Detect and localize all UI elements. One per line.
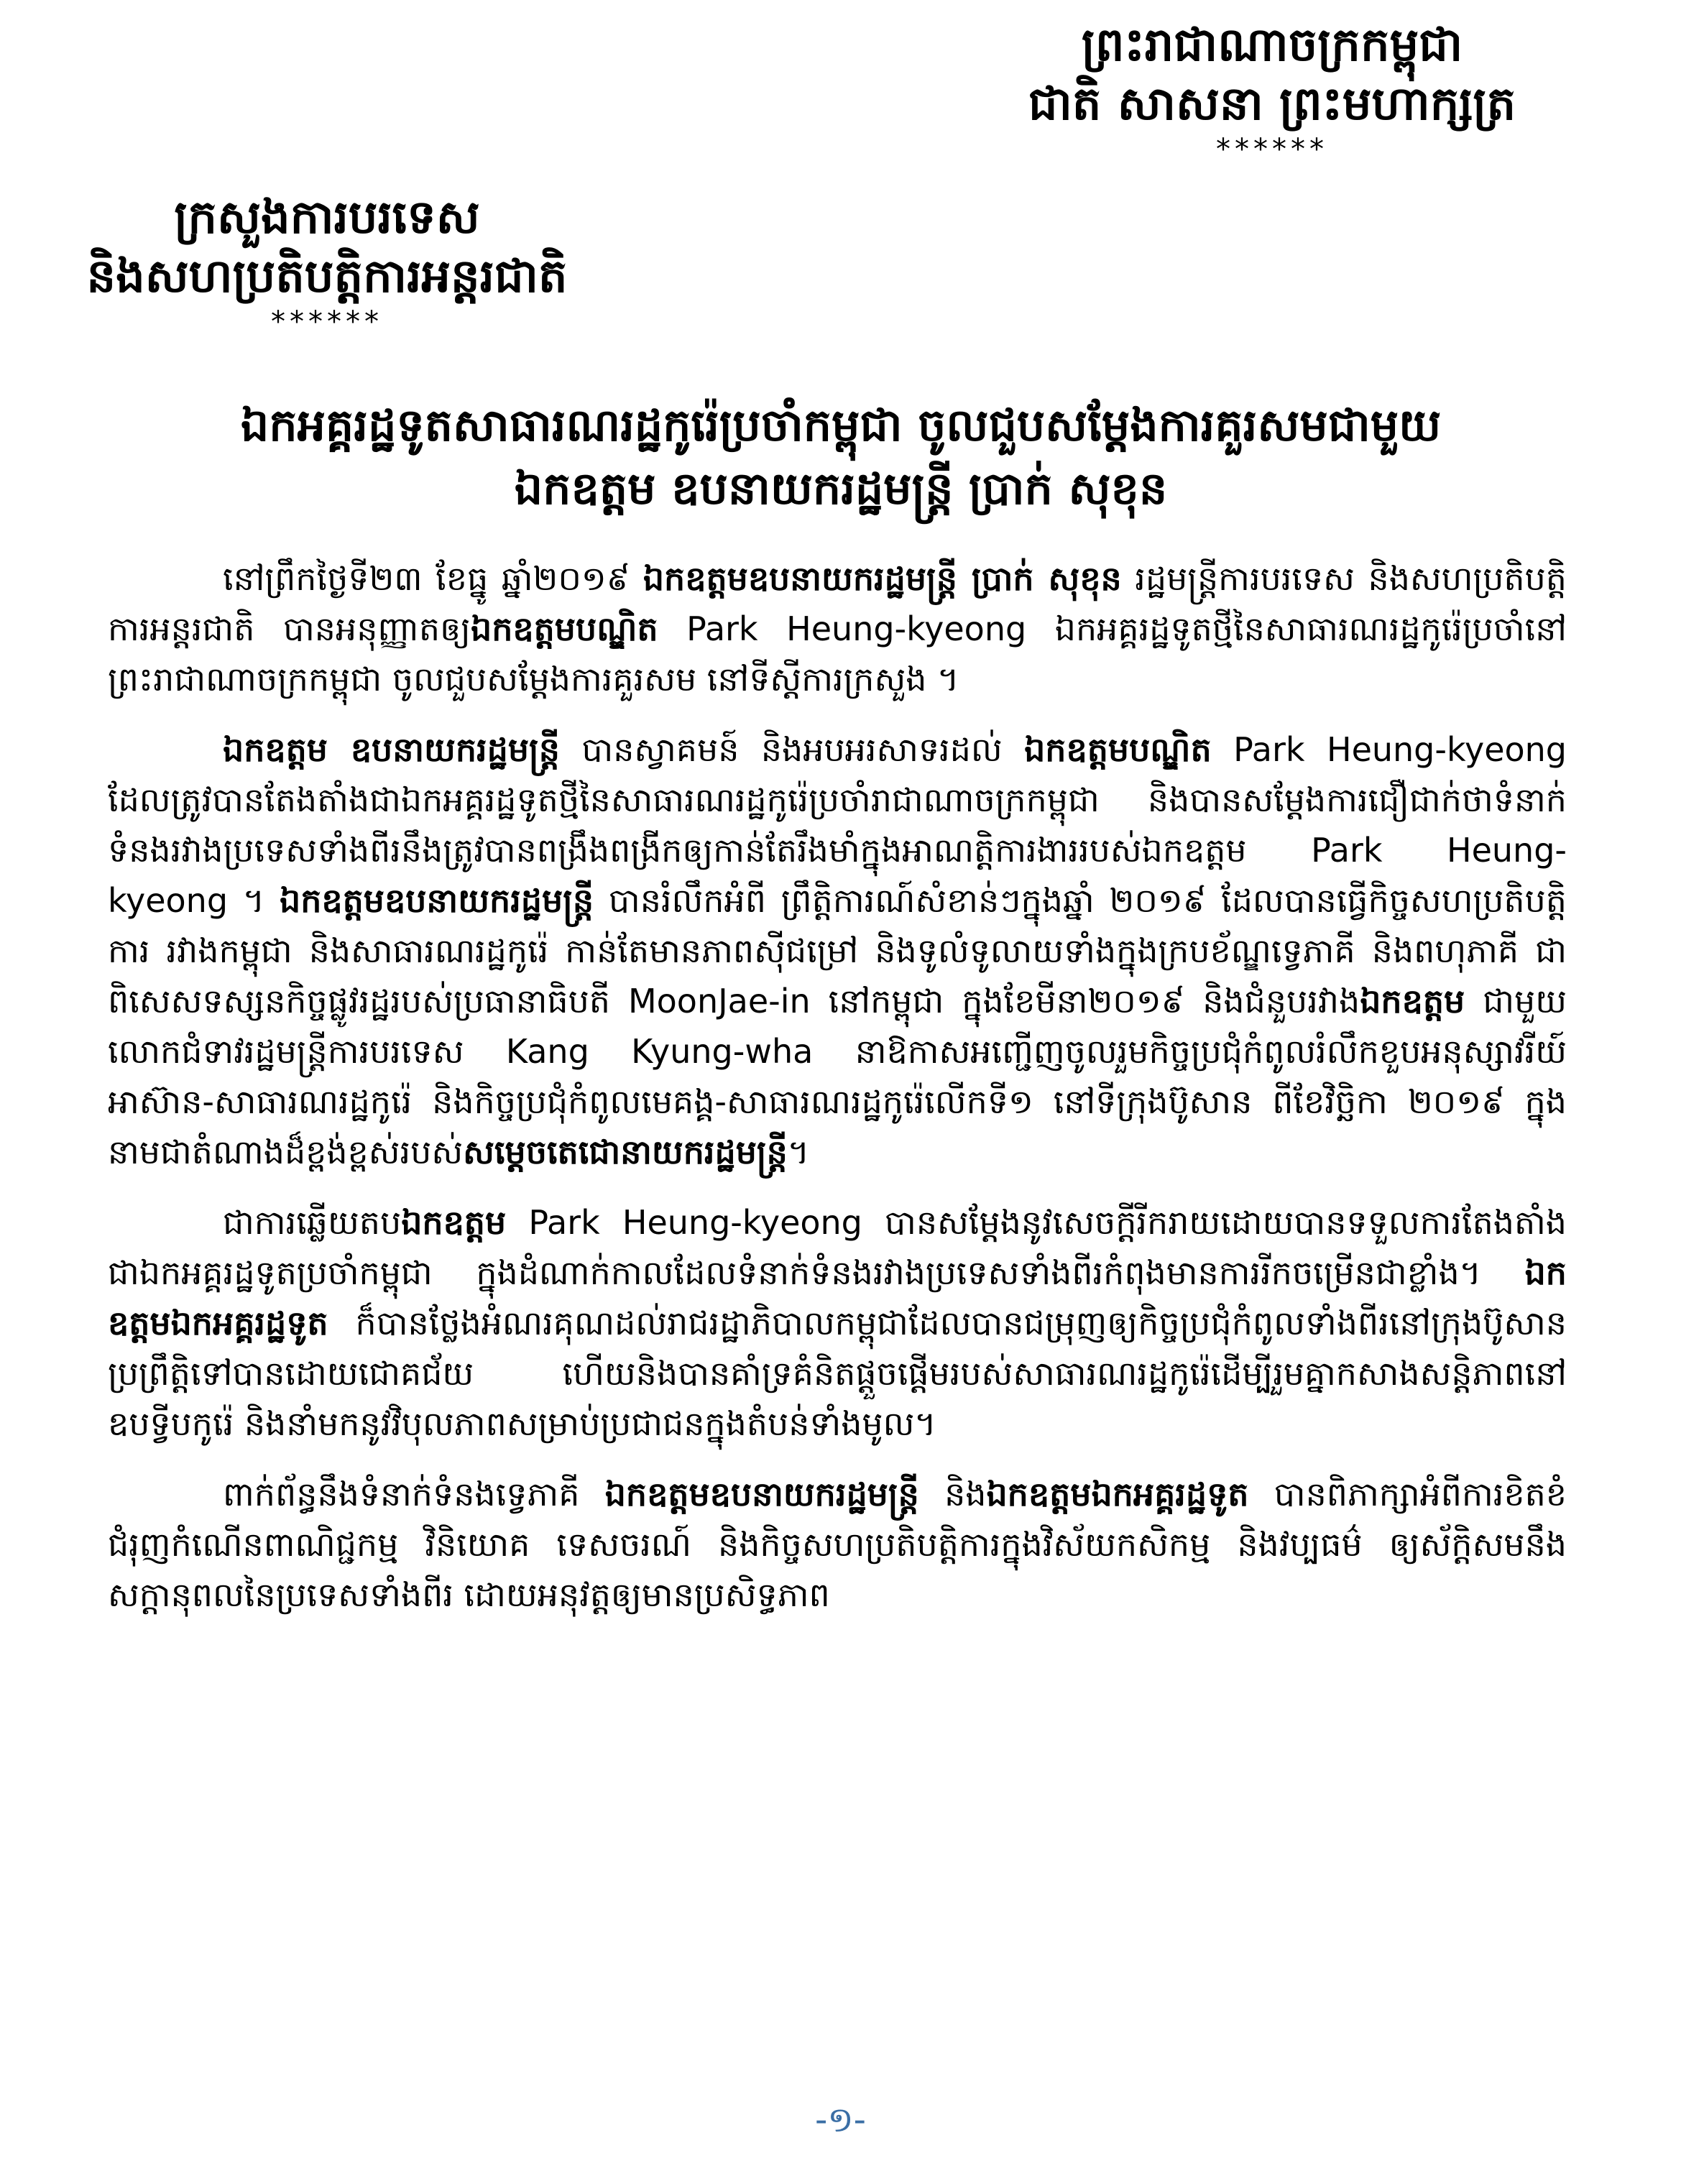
- text-run: បានពិភាក្សាអំពីការខិតខំជំរុញកំណើនពាណិជ្ជកម្ម វិនិយោគ ទេសចរណ៍ និងកិច្ចសហប្រតិបត្តិការក្នុងវិស័យកសិកម្ម និងវប្បធម៌ ឲ្យស័ក្តិសមនឹងសក្តានុពលនៃប្រទេសទាំងពីរ ដោយអនុវត្តឲ្យមានប្រសិទ្ធភាព: [108, 1475, 1567, 1614]
- press-release-headline: [101, 394, 1581, 520]
- article-body: [108, 553, 1567, 1640]
- text-run: Park Heung-kyeong ដែលត្រូវបានតែងតាំងជាឯកអគ្គរដ្ឋទូតថ្មីនៃសាធារណរដ្ឋកូរ៉េប្រចាំរាជាណាចក្រកម្ពុជា និងបានសម្តែងការជឿជាក់ថាទំនាក់ទំនងរវាងប្រទេសទាំងពីរនឹងត្រូវបានពង្រឹងពង្រីកឲ្យកាន់តែរឹងមាំក្នុងអាណត្តិការងាររបស់ឯកឧត្តម Park Heung-kyeong ។: [108, 730, 1567, 920]
- text-run: រដ្ឋមន្ត្រីការបរទេស និងសហប្រតិបត្តិការអន្តរជាតិ បានអនុញ្ញាតឲ្យ: [108, 559, 1567, 648]
- ministry-title: ក្រសួងការបរទេស: [174, 191, 480, 244]
- text-run: បានស្វាគមន៍ និងអបអរសាទរដល់: [559, 730, 1025, 769]
- paragraph-1: [108, 553, 1567, 704]
- headline-line-2: ឯកឧត្តម ឧបនាយករដ្ឋមន្ត្រី ប្រាក់ សុខុន: [514, 462, 1168, 515]
- bold-text-run: ឯកឧត្តម: [401, 1203, 507, 1242]
- kingdom-header: [999, 16, 1545, 165]
- bold-text-run: ឯកឧត្តម ឧបនាយករដ្ឋមន្ត្រី: [223, 730, 560, 769]
- bold-text-run: ឯកឧត្តមឯកអគ្គរដ្ឋទូត: [986, 1475, 1249, 1513]
- text-run: និង: [918, 1475, 987, 1513]
- kingdom-motto: ជាតិ សាសនា ព្រះមហាក្សត្រ: [1028, 78, 1516, 131]
- text-run: ។: [787, 1133, 810, 1171]
- headline-line-1: ឯកអគ្គរដ្ឋទូតសាធារណរដ្ឋកូរ៉េប្រចាំកម្ពុជា ចូលជួបសម្តែងការគួរសមជាមួយ: [240, 399, 1442, 451]
- ministry-subtitle: និងសហប្រតិបត្តិការអន្តរជាតិ: [86, 250, 568, 303]
- bold-text-run: ឯកឧត្តមឯកអគ្គរដ្ឋទូត: [108, 1253, 1567, 1342]
- kingdom-stars: ******: [1216, 133, 1328, 166]
- bold-text-run: សម្តេចតេជោនាយករដ្ឋមន្ត្រី: [463, 1133, 788, 1171]
- text-run: Park Heung-kyeong ឯកអគ្គរដ្ឋទូតថ្មីនៃសាធារណរដ្ឋកូរ៉េប្រចាំនៅព្រះរាជាណាចក្រកម្ពុជា ចូលជួបសម្តែងការគួរសម នៅទីស្តីការក្រសួង ។: [108, 609, 1567, 699]
- text-run: នៅព្រឹកថ្ងៃទី២៣ ខែធ្នូ ឆ្នាំ២០១៩: [223, 559, 643, 598]
- bold-text-run: ឯកឧត្តមបណ្ឌិត: [471, 609, 658, 648]
- kingdom-title: ព្រះរាជាណាចក្រកម្ពុជា: [1081, 19, 1463, 72]
- bold-text-run: ឯកឧត្តមឧបនាយករដ្ឋមន្ត្រី: [280, 881, 594, 920]
- bold-text-run: ឯកឧត្តមឧបនាយករដ្ឋមន្ត្រី: [604, 1475, 919, 1513]
- paragraph-4: [108, 1469, 1567, 1620]
- text-run: Park Heung-kyeong បានសម្តែងនូវសេចក្តីរីករាយដោយបានទទួលការតែងតាំងជាឯកអគ្គរដ្ឋទូតប្រចាំកម្ពុជា ក្នុងដំណាក់កាលដែលទំនាក់ទំនងរវាងប្រទេសទាំងពីរកំពុងមានការរីកចម្រើនជាខ្លាំង។: [108, 1203, 1567, 1292]
- paragraph-2: [108, 724, 1567, 1177]
- bold-text-run: ឯកឧត្តមឧបនាយករដ្ឋមន្ត្រី ប្រាក់ សុខុន: [643, 559, 1122, 598]
- text-run: ជាមួយលោកជំទាវរដ្ឋមន្ត្រីការបរទេស Kang Kyung-wha នាឱកាសអញ្ជើញចូលរួមកិច្ចប្រជុំកំពូលរំលឹកខួបអនុស្សាវរីយ៍អាស៊ាន-សាធារណរដ្ឋកូរ៉េ និងកិច្ចប្រជុំកំពូលមេគង្គ-សាធារណរដ្ឋកូរ៉េលើកទី១ នៅទីក្រុងប៊ូសាន ពីខែវិច្ឆិកា ២០១៩ ក្នុងនាមជាតំណាងដ៏ខ្ពង់ខ្ពស់របស់: [108, 982, 1567, 1171]
- text-run: ពាក់ព័ន្ធនឹងទំនាក់ទំនងទ្វេភាគី: [223, 1475, 605, 1513]
- paragraph-3: [108, 1197, 1567, 1449]
- bold-text-run: ឯកឧត្តមបណ្ឌិត: [1024, 730, 1212, 769]
- page-number: -១-: [815, 2100, 866, 2140]
- bold-text-run: ឯកឧត្តម: [1360, 982, 1465, 1020]
- text-run: ជាការឆ្លើយតប: [223, 1203, 402, 1242]
- text-run: ក៏បានថ្លែងអំណរគុណដល់រាជរដ្ឋាភិបាលកម្ពុជាដែលបានជម្រុញឲ្យកិច្ចប្រជុំកំពូលទាំងពីរនៅក្រុងប៊ូសាន ប្រព្រឹត្តិទៅបានដោយជោគជ័យ ហើយនិងបានគាំទ្រគំនិតផ្តួចផ្តើមរបស់សាធារណរដ្ឋកូរ៉េដើម្បីរួមគ្នាកសាងសន្តិភាពនៅឧបទ្វីបកូរ៉េ និងនាំមកនូវវិបុលភាពសម្រាប់ប្រជាជនក្នុងតំបន់ទាំងមូល។: [108, 1304, 1567, 1443]
- ministry-stars: ******: [271, 305, 383, 338]
- ministry-header: [29, 188, 625, 338]
- text-run: បានរំលឹកអំពី ព្រឹត្តិការណ៍សំខាន់ៗក្នុងឆ្នាំ ២០១៩ ដែលបានធ្វើកិច្ចសហប្រតិបត្តិការ រវាងកម្ពុជា និងសាធារណរដ្ឋកូរ៉េ កាន់តែមានភាពស៊ីជម្រៅ និងទូលំទូលាយទាំងក្នុងក្របខ័ណ្ឌទ្វេភាគី និងពហុភាគី ជាពិសេសទស្សនកិច្ចផ្លូវរដ្ឋរបស់ប្រធានាធិបតី MoonJae-in នៅកម្ពុជា ក្នុងខែមីនា២០១៩ និងជំនួបរវាង: [108, 881, 1567, 1020]
